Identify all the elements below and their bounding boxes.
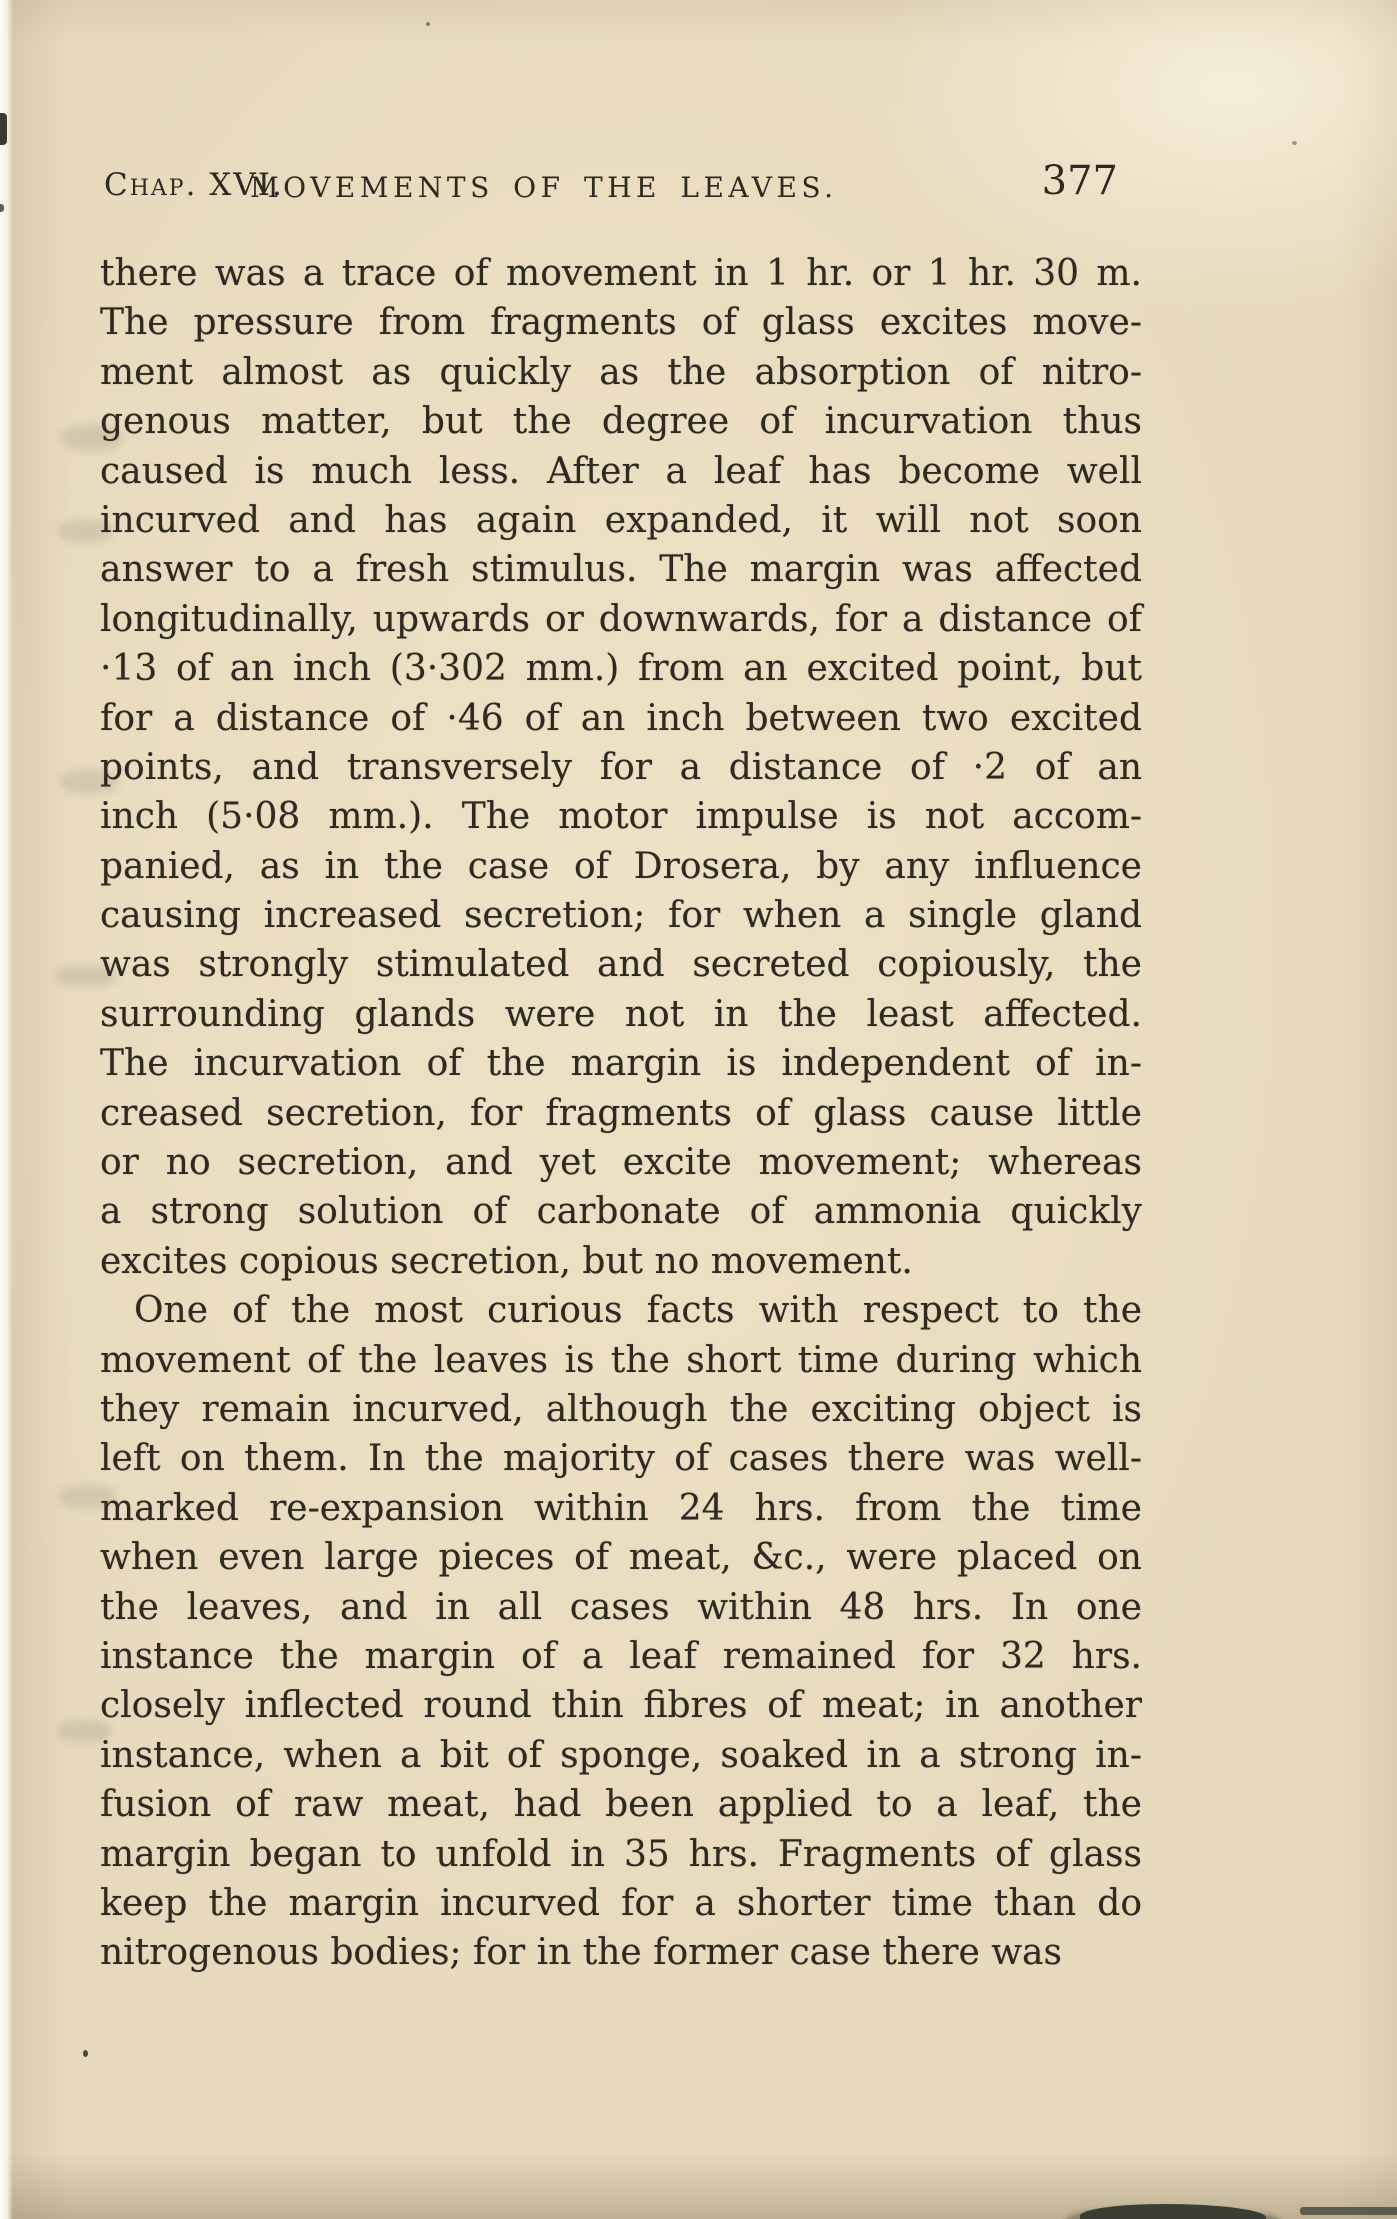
chapter-label: Chap. XVI. [104,167,284,203]
body-line: incurved and has again expanded, it will not soon [100,499,1142,541]
body-line: answer to a fresh stimulus. The margin was affected [100,549,1142,591]
body-line: fusion of raw meat, had been applied to a leaf, the [100,1784,1142,1826]
body-line: margin began to unfold in 35 hrs. Fragments of glass [100,1833,1142,1875]
body-text [100,249,1142,1978]
body-line: One of the most curious facts with respect to the [134,1290,1142,1332]
body-line: for a distance of ·46 of an inch between two excited [100,697,1142,739]
body-line: genous matter, but the degree of incurvation thus [100,401,1142,443]
body-line: closely inflected round thin fibres of meat; in another [100,1685,1142,1727]
page-number: 377 [1041,158,1118,204]
running-title: MOVEMENTS OF THE LEAVES. [250,171,838,204]
body-line: instance the margin of a leaf remained for 32 hrs. [100,1635,1142,1677]
scan-edge-mark [0,204,4,212]
body-line: The pressure from fragments of glass excites move- [100,302,1142,344]
body-line: causing increased secretion; for when a single gland [100,895,1142,937]
body-line: or no secretion, and yet excite movement; whereas [100,1142,1142,1184]
scan-bottom-mark [1300,2207,1397,2215]
body-line: nitrogenous bodies; for in the former case there was [100,1932,1062,1974]
paper-speck [1292,141,1297,145]
body-line: a strong solution of carbonate of ammonia quickly [100,1191,1142,1233]
body-line: keep the margin incurved for a shorter time than do [100,1882,1142,1924]
body-line: creased secretion, for fragments of glass cause little [100,1092,1142,1134]
body-line: points, and transversely for a distance of ·2 of an [100,746,1142,788]
body-line: when even large pieces of meat, &c., were placed on [100,1537,1142,1579]
scan-bottom-blot [1080,2204,1266,2219]
body-line: they remain incurved, although the exciting object is [100,1388,1142,1430]
body-line: ment almost as quickly as the absorption of nitro- [100,351,1142,393]
paper-speck [426,22,430,26]
body-line: longitudinally, upwards or downwards, for a distance of [100,598,1142,640]
body-line: caused is much less. After a leaf has become well [100,450,1142,492]
body-line: the leaves, and in all cases within 48 hrs. In one [100,1586,1142,1628]
body-line: inch (5·08 mm.). The motor impulse is not accom- [100,796,1142,838]
body-line: marked re-expansion within 24 hrs. from the time [100,1487,1142,1529]
scan-edge-strip [0,0,13,2219]
body-line: panied, as in the case of Drosera, by any influence [100,845,1142,887]
body-line: movement of the leaves is the short time during which [100,1339,1142,1381]
body-line: instance, when a bit of sponge, soaked in a strong in- [100,1734,1142,1776]
body-line: ·13 of an inch (3·302 mm.) from an excited point, but [100,648,1142,690]
body-line: surrounding glands were not in the least affected. [100,993,1142,1035]
body-line: was strongly stimulated and secreted copiously, the [100,944,1142,986]
body-line: The incurvation of the margin is independent of in- [100,1043,1142,1085]
paper-speck [83,2050,88,2057]
body-line: excites copious secretion, but no movement. [100,1240,913,1282]
scan-edge-mark [0,113,7,145]
body-line: there was a trace of movement in 1 hr. or 1 hr. 30 m. [100,253,1142,294]
body-line: left on them. In the majority of cases there was well- [100,1438,1142,1480]
